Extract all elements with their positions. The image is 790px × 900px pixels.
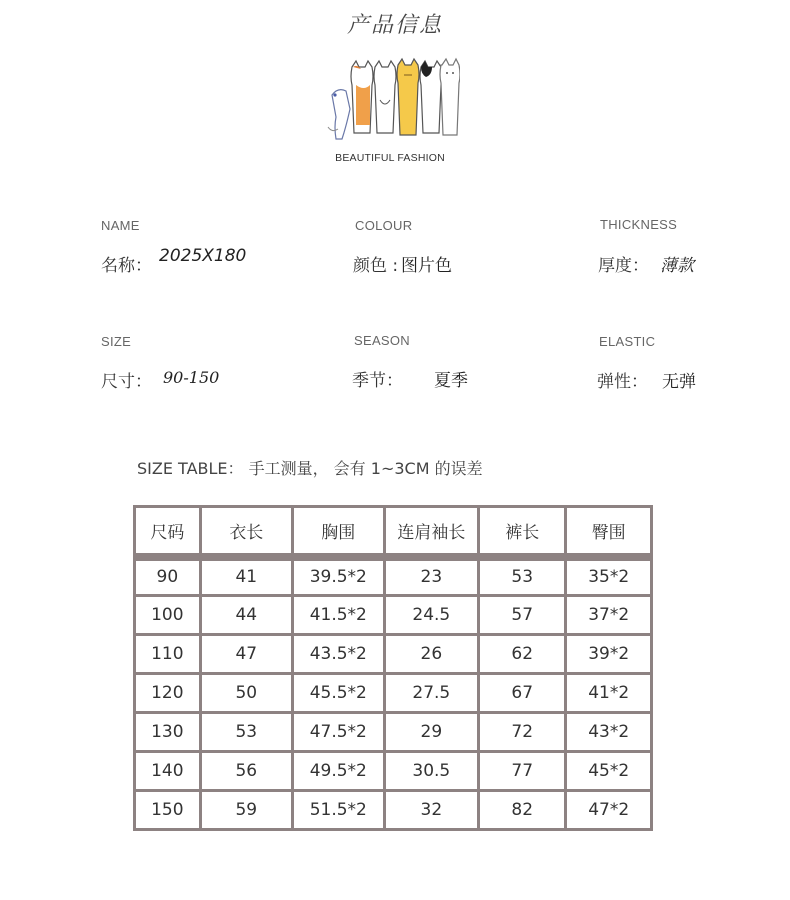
table-row (135, 635, 652, 674)
thickness-key: 厚度： (598, 256, 649, 276)
table-cell: 47*2 (566, 791, 652, 830)
elastic-value: 无弹 (662, 372, 696, 392)
colour-key: 颜色 : (353, 256, 399, 276)
table-cell: 41 (200, 557, 292, 596)
size-value: 90-150 (163, 368, 220, 387)
name-key: 名称： (101, 256, 152, 276)
table-cell: 82 (479, 791, 566, 830)
table-cell: 43*2 (566, 713, 652, 752)
table-cell: 53 (479, 557, 566, 596)
table-cell: 77 (479, 752, 566, 791)
size-table-note: SIZE TABLE： 手工测量， 会有 1~3CM 的误差 (137, 459, 483, 478)
colour-value: 图片色 (401, 256, 452, 276)
table-row (135, 791, 652, 830)
table-cell: 41.5*2 (292, 596, 384, 635)
table-cell: 44 (200, 596, 292, 635)
table-cell: 51.5*2 (292, 791, 384, 830)
col-header-hip: 臀围 (566, 507, 652, 557)
season-value: 夏季 (434, 371, 468, 391)
col-header-sleeve: 连肩袖长 (384, 507, 478, 557)
col-header-chest: 胸围 (292, 507, 384, 557)
table-cell: 39.5*2 (292, 557, 384, 596)
table-cell: 29 (384, 713, 478, 752)
table-cell: 100 (135, 596, 201, 635)
table-cell: 110 (135, 635, 201, 674)
table-cell: 62 (479, 635, 566, 674)
size-table-header-row (135, 507, 652, 557)
table-cell: 53 (200, 713, 292, 752)
table-row (135, 713, 652, 752)
table-row (135, 752, 652, 791)
elastic-label: ELASTIC (599, 334, 656, 349)
table-cell: 43.5*2 (292, 635, 384, 674)
table-cell: 72 (479, 713, 566, 752)
table-cell: 27.5 (384, 674, 478, 713)
season-label: SEASON (354, 333, 410, 348)
table-cell: 56 (200, 752, 292, 791)
table-cell: 32 (384, 791, 478, 830)
table-cell: 35*2 (566, 557, 652, 596)
table-cell: 30.5 (384, 752, 478, 791)
table-cell: 130 (135, 713, 201, 752)
name-value: 2025X180 (159, 246, 247, 266)
table-cell: 49.5*2 (292, 752, 384, 791)
thickness-value: 薄款 (660, 256, 694, 276)
table-cell: 59 (200, 791, 292, 830)
table-cell: 24.5 (384, 596, 478, 635)
cats-illustration (320, 55, 460, 150)
table-cell: 67 (479, 674, 566, 713)
table-cell: 140 (135, 752, 201, 791)
table-cell: 120 (135, 674, 201, 713)
size-table (133, 505, 653, 831)
table-row (135, 596, 652, 635)
table-cell: 39*2 (566, 635, 652, 674)
table-cell: 47 (200, 635, 292, 674)
colour-label: COLOUR (355, 218, 413, 233)
col-header-length: 衣长 (200, 507, 292, 557)
table-cell: 150 (135, 791, 201, 830)
table-cell: 90 (135, 557, 201, 596)
table-cell: 41*2 (566, 674, 652, 713)
table-row (135, 674, 652, 713)
size-label: SIZE (101, 334, 132, 349)
table-cell: 47.5*2 (292, 713, 384, 752)
table-cell: 23 (384, 557, 478, 596)
table-cell: 45.5*2 (292, 674, 384, 713)
name-label: NAME (101, 218, 140, 233)
thickness-label: THICKNESS (600, 217, 678, 232)
elastic-key: 弹性： (597, 372, 648, 392)
col-header-pants-length: 裤长 (479, 507, 566, 557)
page-title: 产品信息 (346, 13, 443, 38)
logo-caption: BEAUTIFUL FASHION (335, 152, 445, 164)
table-row (135, 557, 652, 596)
table-cell: 26 (384, 635, 478, 674)
col-header-size: 尺码 (135, 507, 201, 557)
table-cell: 45*2 (566, 752, 652, 791)
brand-logo (320, 55, 460, 170)
table-cell: 57 (479, 596, 566, 635)
table-cell: 50 (200, 674, 292, 713)
season-key: 季节： (352, 371, 403, 391)
table-cell: 37*2 (566, 596, 652, 635)
size-key: 尺寸： (101, 372, 152, 392)
